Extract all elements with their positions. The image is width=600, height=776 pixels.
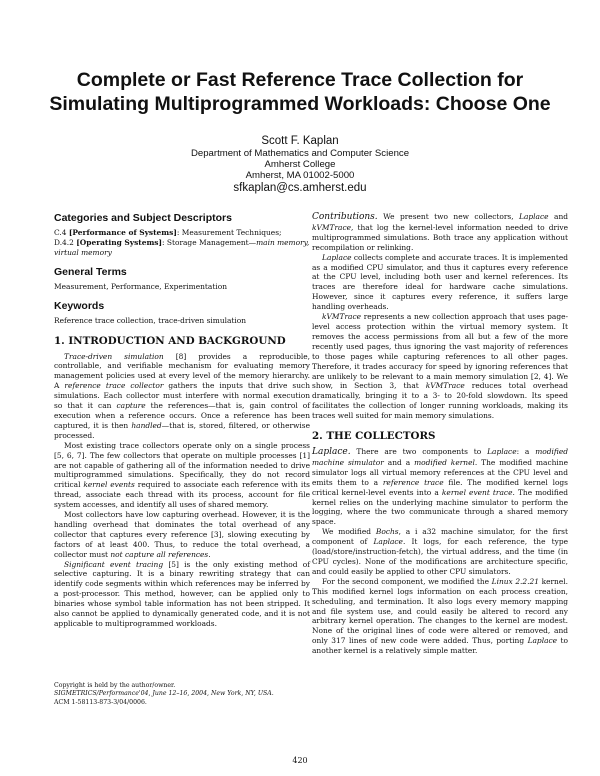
section-2-paragraph: Laplace. There are two components to Laplace: a modified machine simulator and a modified kernel. The modified machine simulator logs all virtual memory references at the CPU level and emits them to a reference trace file. The modified kernel logs critical kernel-level events into a kernel event trace. The modified kernel relies on the underlying machine simulator to perform the logging, where the two communicate through a shared memory space. <box>312 447 569 527</box>
acm-line: ACM 1-58113-873-3/04/0006. <box>54 698 147 706</box>
author-email: sfkaplan@cs.amherst.edu <box>233 182 367 194</box>
page-number: 420 <box>292 756 308 765</box>
section-1-paragraph: Trace-driven simulation [8] provides a reproducible, controllable, and verifiable mechanism for evaluating memory management policies used at every level of the memory hierarchy. A reference trace collector gathers the inputs that drive such simulations. Each collector must interfere with normal execution so that it can capture the references—that is, gain control of execution when a reference occurs. Once a reference has been captured, it is then handled—that is, stored, filtered, or otherwise processed. <box>54 351 311 440</box>
section-1-paragraph: Most existing trace collectors operate only on a single process [5, 6, 7]. The few collectors that operate on multiple processes [1] are not capable of gathering all of the information needed to drive multiprogrammed simulations. Specifically, they do not record critical kernel events required to associate each reference with its thread, associate each thread with its process, account for file system accesses, and identify all uses of shared memory. <box>54 440 311 510</box>
affiliation-dept: Department of Mathematics and Computer Science <box>190 148 410 159</box>
contributions-paragraph: Contributions. We present two new collectors, Laplace and kVMTrace, that log the kernel-level information needed to drive multiprogrammed simulations. Both trace any application without recompilation or relinking. <box>312 212 568 252</box>
general-terms-section <box>54 266 310 292</box>
categories-text: C.4 [Performance of Systems]: Measurement Techniques; D.4.2 [Operating Systems]: Storage Management—main memory, virtual memory <box>54 228 310 257</box>
categories-heading: Categories and Subject Descriptors <box>54 212 232 224</box>
copyright-line: Copyright is held by the author/owner. <box>54 682 176 689</box>
keywords-text: Reference trace collection, trace-driven simulation <box>54 315 247 325</box>
keywords-heading: Keywords <box>54 299 105 312</box>
categories-section <box>54 212 310 258</box>
title-line-2: Simulating Multiprogrammed Workloads: Choose One <box>49 93 551 115</box>
title-line-1: Complete or Fast Reference Trace Collection for <box>76 69 524 91</box>
general-terms-text: Measurement, Performance, Experimentation <box>54 281 227 291</box>
section-1-paragraph: Significant event tracing [5] is the only existing method of selective capturing. It is a binary rewriting strategy that can identify code segments within which references may be inferred by a post-processor. This method, however, can be applied only to binaries whose symbol table information has not been stripped. It also cannot be applied to dynamically generated code, and it is not applicable to multiprogrammed workloads. <box>54 559 310 628</box>
laplace-summary-paragraph: Laplace collects complete and accurate traces. It is implemented as a modified CPU simulator, and thus it captures every reference at the CPU level, including both user and kernel references. Its traces are therefore ideal for hardware cache simulations. However, since it captures every reference, it suffers large handling overheads. <box>312 252 568 312</box>
affiliation-college: Amherst College <box>264 159 336 170</box>
section-2-heading: 2. THE COLLECTORS <box>312 430 436 443</box>
right-column <box>312 212 568 656</box>
conference-line: SIGMETRICS/Performance'04, June 12–16, 2004, New York, NY, USA. <box>54 690 274 698</box>
kvmtrace-summary-paragraph: kVMTrace represents a new collection approach that uses page-level access protection within the virtual memory system. It removes the access permissions from all but a few of the more recently used pages, thus ignoring the vast majority of references to those pages while capturing references to all other pages. Therefore, it trades accuracy for speed by ignoring references that are unlikely to be relevant to a main memory simulation [2, 4]. We show, in Section 3, that kVMTrace reduces total overhead dramatically, bringing it to a 3- to 20-fold slowdown. Its speed facilitates the collection of longer running workloads, making its traces well suited for main memory simulations. <box>312 312 568 421</box>
keywords-section <box>54 300 310 326</box>
section-2-paragraph: For the second component, we modified the Linux 2.2.21 kernel. This modified kernel logs information on each process creation, scheduling, and termination. It also logs every memory mapping and file system use, and could easily be altered to record any arbitrary kernel operation. The changes to the kernel are modest. None of the original lines of code were altered or removed, and only 317 lines of new code were added. Thus, porting Laplace to another kernel is a relatively simple matter. <box>312 576 568 656</box>
general-terms-heading: General Terms <box>54 265 127 278</box>
author-block <box>100 134 500 196</box>
paper-title <box>40 68 560 116</box>
section-1-heading: 1. INTRODUCTION AND BACKGROUND <box>54 334 286 347</box>
left-column <box>54 212 310 629</box>
author-name: Scott F. Kaplan <box>261 135 339 147</box>
copyright-notice <box>54 682 310 707</box>
section-2-paragraph: We modified Bochs, a i a32 machine simulator, for the first component of Laplace. It logs, for each reference, the type (load/store/instruction-fetch), the virtual address, and the time (in CPU cycles). None of the modifications are architecture specific, and could easily be applied to other CPU simulators. <box>312 527 568 576</box>
section-1-paragraph: Most collectors have low capturing overhead. However, it is the handling overhead that dominates the total overhead of any collector that captures every reference [3], slowing executing by factors of at least 400. Thus, to reduce the total overhead, a collector must not capture all references. <box>54 510 310 559</box>
affiliation-address: Amherst, MA 01002-5000 <box>245 170 355 181</box>
